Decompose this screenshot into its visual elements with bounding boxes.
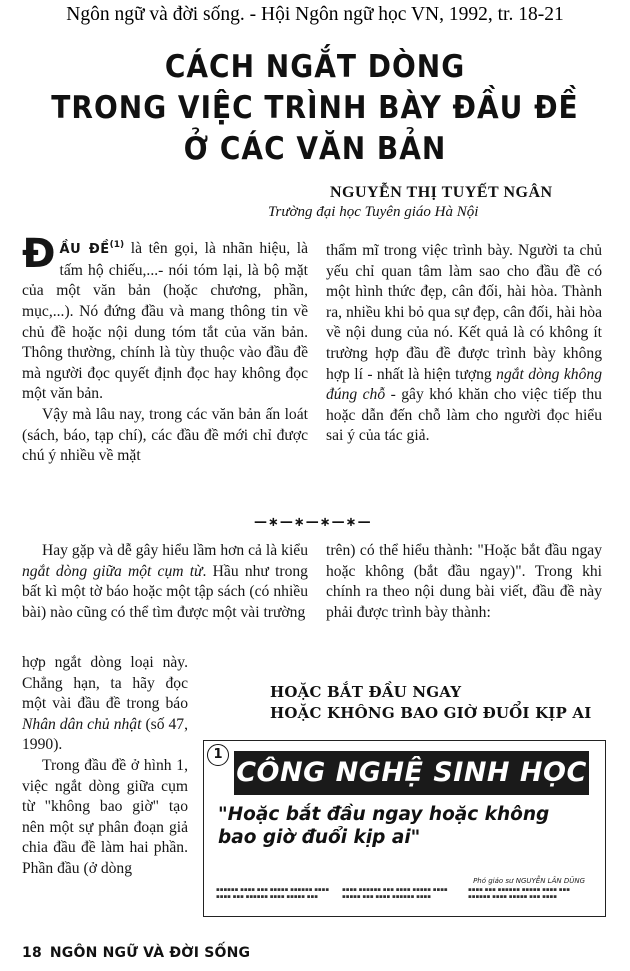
intro-paragraph: là tên gọi, là nhãn hiệu, là tấm hộ chiếu,...- nói tóm lại, là bộ mặt của một văn bản (hoặc chương, phần, mục,...). Nó đứng đầu và mang thông tin về chủ đề hoặc nội dung tóm tắt của văn bản. Thông thường, chính là tùy thuộc vào đầu đề mà người đọc quyết định đọc hay không đọc một văn bản.: [22, 240, 309, 403]
example-heading-line-1: HOẶC BẮT ĐẦU NGAY: [270, 683, 462, 701]
journal-name: NGÔN NGỮ VÀ ĐỜI SỐNG: [49, 945, 251, 961]
newspaper-name: Nhân dân chủ nhật: [22, 715, 142, 733]
paragraph-2: Vậy mà lâu nay, trong các văn bản ấn loát (sách, báo, tạp chí), các đầu đề mới chỉ được chú ý nhiều về mặt: [22, 405, 308, 465]
example-heading-line-2: HOẶC KHÔNG BAO GIỜ ĐUỔI KỊP AI: [270, 704, 592, 722]
figure1-explanation: Trong đầu đề ở hình 1, việc ngắt dòng giữa cụm từ "không bao giờ" tạo nên một sự phân đoạn giả chia đầu đề làm hai phần. Phần đầu (ở dòng: [22, 756, 188, 877]
article-title-line-1: CÁCH NGẮT DÒNG: [164, 48, 466, 85]
correct-reading-paragraph: trên) có thể hiểu thành: "Hoặc bắt đầu ngay hoặc không (bắt đầu ngay)". Trong khi chính ra theo nội dung bài viết, đầu đề này phải được trình bày thành:: [326, 542, 602, 621]
section1-left-column: [22, 231, 309, 467]
author-affiliation: Trường đại học Tuyên giáo Hà Nội: [268, 204, 479, 220]
phrase-break-continued: . Hầu như trong bất kì một tờ báo hoặc một tập sách (có nhiều bài) nào cũng có thể tìm được một vài trường: [22, 562, 308, 621]
author-name: NGUYỄN THỊ TUYẾT NGÂN: [330, 184, 553, 201]
emphasis-wrong-break: ngắt dòng không đúng chỗ: [326, 365, 602, 404]
figure-headline-line-1: "Hoặc bắt đầu ngay hoặc không: [218, 804, 550, 825]
issue-number: (số 47, 1990).: [22, 715, 188, 754]
drop-cap: Đ: [22, 231, 56, 277]
section-divider: —∗—∗—∗—∗—: [254, 515, 372, 530]
figure-headline: [218, 803, 598, 849]
section2-right-column: [326, 541, 602, 623]
example-intro: hợp ngắt dòng loại này. Chẳng hạn, ta hãy đọc một vài đầu đề trong báo: [22, 654, 188, 713]
section2-left-narrow-column: [22, 653, 188, 880]
figure-number: 1: [207, 744, 229, 766]
section1-right-column: [326, 241, 602, 447]
paragraph-aesthetics-end: - gây khó khăn cho việc tiếp thu hoặc dẫn đến chỗ làm cho người đọc hiểu sai ý của tác giả.: [326, 386, 602, 445]
phrase-break-intro: Hay gặp và dễ gây hiểu lầm hơn cả là kiểu: [42, 542, 308, 559]
emphasis-phrase-break: ngắt dòng giữa một cụm từ: [22, 562, 203, 580]
section2-left-column: [22, 541, 308, 623]
article-title-line-2: TRONG VIỆC TRÌNH BÀY ĐẦU ĐỀ: [51, 89, 579, 126]
figure-body-text-col-2: ▪▪▪▪ ▪▪▪▪▪▪ ▪▪▪ ▪▪▪▪ ▪▪▪▪▪ ▪▪▪▪ ▪▪▪▪▪ ▪▪▪ ▪▪▪▪ ▪▪▪▪▪▪ ▪▪▪▪: [342, 887, 448, 900]
figure-banner: CÔNG NGHỆ SINH HỌC: [234, 751, 589, 795]
figure-headline-line-2: bao giờ đuổi kịp ai": [218, 827, 421, 848]
figure-byline: Phó giáo sư NGUYỄN LÂN DŨNG: [473, 877, 585, 885]
page-footer: [22, 945, 250, 961]
lead-word: ẦU ĐỀ: [59, 242, 110, 258]
page-number: 18: [22, 945, 42, 961]
figure-body-text-col-3: ▪▪▪▪ ▪▪▪ ▪▪▪▪▪▪ ▪▪▪▪▪ ▪▪▪▪ ▪▪▪ ▪▪▪▪▪▪ ▪▪▪▪ ▪▪▪▪▪ ▪▪▪ ▪▪▪▪: [468, 887, 570, 900]
article-title-line-3: Ở CÁC VĂN BẢN: [183, 130, 447, 167]
source-citation: Ngôn ngữ và đời sống. - Hội Ngôn ngữ học VN, 1992, tr. 18-21: [66, 4, 564, 25]
paragraph-aesthetics: thẩm mĩ trong việc trình bày. Người ta chủ yếu chỉ quan tâm làm sao cho đầu đề có một hình thức đẹp, cân đối, hài hòa. Thành ra, nhiều khi bỏ qua sự đẹp, cân đối, hài hòa về nội dung của nó. Kết quả là có không ít trường hợp đầu đề được trình bày không hợp lí - nhất là hiện tượng: [326, 242, 602, 383]
figure-body-text-col-1: ▪▪▪▪▪▪ ▪▪▪▪ ▪▪▪ ▪▪▪▪▪ ▪▪▪▪▪▪ ▪▪▪▪ ▪▪▪▪ ▪▪▪ ▪▪▪▪▪▪ ▪▪▪▪ ▪▪▪▪▪ ▪▪▪: [216, 887, 330, 900]
figure-1: [203, 740, 606, 917]
footnote-mark: (1): [109, 240, 125, 250]
